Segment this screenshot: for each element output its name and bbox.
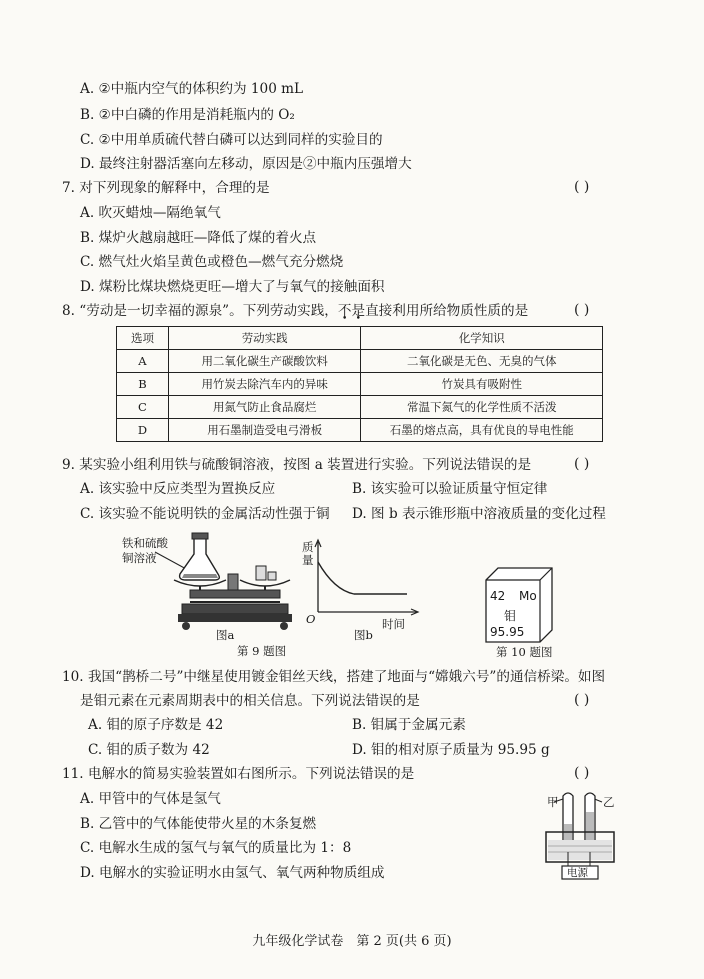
- fig11-label-right: 乙: [603, 795, 615, 809]
- balance-apparatus-illustration: [160, 530, 300, 635]
- q8-emphasis-2: 是: [351, 303, 366, 319]
- element-atomic-number: 42: [490, 589, 506, 603]
- table-row: [117, 373, 603, 396]
- q8-header-practice: 劳动实践: [168, 327, 361, 350]
- q9-option-c: C. 该实验不能说明铁的金属活动性强于铜: [80, 506, 330, 522]
- fig-a-caption: 图a: [216, 628, 235, 642]
- q8-header-knowledge: 化学知识: [361, 327, 603, 350]
- q9-answer-paren: ( ): [574, 456, 590, 472]
- q11-stem: 11. 电解水的简易实验装置如右图所示。下列说法错误的是: [62, 766, 415, 782]
- element-symbol: Mo: [519, 589, 537, 603]
- q10-answer-paren: ( ): [574, 692, 590, 708]
- q10-option-c: C. 钼的质子数为 42: [88, 742, 210, 758]
- q9-stem: 9. 某实验小组利用铁与硫酸铜溶液，按图 a 装置进行实验。下列说法错误的是: [62, 457, 532, 473]
- q10-option-a: A. 钼的原子序数是 42: [88, 717, 224, 733]
- fig-b-origin: O: [306, 612, 316, 626]
- table-row: [117, 396, 603, 419]
- q11-option-c: C. 电解水生成的氢气与氧气的质量比为 1：8: [80, 840, 352, 856]
- q8-stem-pre: 8. “劳动是一切幸福的源泉”。下列劳动实践，: [62, 303, 338, 319]
- fig-a-label-line1: 铁和硫酸: [122, 536, 168, 550]
- prev-option-d: D. 最终注射器活塞向左移动，原因是②中瓶内压强增大: [80, 156, 412, 172]
- q10-stem-line2: 是钼元素在元素周期表中的相关信息。下列说法错误的是: [80, 693, 420, 709]
- q11-answer-paren: ( ): [574, 765, 590, 781]
- q10-option-d: D. 钼的相对原子质量为 95.95 g: [352, 742, 550, 758]
- q8-table: [116, 326, 603, 442]
- fig-b-ylabel-2: 量: [302, 553, 314, 567]
- fig-b-ylabel-1: 质: [302, 540, 314, 554]
- table-cell: 用二氧化碳生产碳酸饮料: [168, 350, 361, 373]
- q8-stem: [62, 302, 528, 320]
- prev-option-b: B. ②中白磷的作用是消耗瓶内的 O₂: [80, 107, 295, 123]
- table-cell: 用氮气防止食品腐烂: [168, 396, 361, 419]
- q11-option-d: D. 电解水的实验证明水由氢气、氧气两种物质组成: [80, 865, 385, 881]
- q11-option-b: B. 乙管中的气体能使带火星的木条复燃: [80, 816, 317, 832]
- fig11-label-left: 甲: [547, 795, 559, 809]
- fig-b-xlabel: 时间: [382, 617, 405, 631]
- fig-b-caption: 图b: [354, 628, 373, 642]
- table-row: [117, 419, 603, 442]
- table-cell: 用竹炭去除汽车内的异味: [168, 373, 361, 396]
- q7-option-b: B. 煤炉火越扇越旺—降低了煤的着火点: [80, 230, 317, 246]
- q10-option-b: B. 钼属于金属元素: [352, 717, 466, 733]
- q8-emphasis-1: 不: [337, 303, 352, 319]
- q7-option-d: D. 煤粉比煤块燃烧更旺—增大了与氧气的接触面积: [80, 279, 385, 295]
- q8-table-header-row: [117, 327, 603, 350]
- page-footer: 九年级化学试卷 第 2 页(共 6 页): [252, 934, 452, 949]
- table-cell: 二氧化碳是无色、无臭的气体: [361, 350, 603, 373]
- prev-option-c: C. ②中用单质硫代替白磷可以达到同样的实验目的: [80, 132, 383, 148]
- table-cell: 常温下氮气的化学性质不活泼: [361, 396, 603, 419]
- q9-option-d: D. 图 b 表示锥形瓶中溶液质量的变化过程: [352, 506, 606, 522]
- q9-option-a: A. 该实验中反应类型为置换反应: [80, 481, 276, 497]
- table-cell: B: [117, 373, 169, 396]
- table-row: [117, 350, 603, 373]
- q7-option-a: A. 吹灭蜡烛—隔绝氧气: [80, 205, 221, 221]
- prev-option-a: A. ②中瓶内空气的体积约为 100 mL: [80, 81, 304, 97]
- table-cell: 竹炭具有吸附性: [361, 373, 603, 396]
- q10-stem-line1: 10. 我国“鹊桥二号”中继星使用镀金钼丝天线，搭建了地面与“嫦娥六号”的通信桥梁。如图: [62, 669, 606, 685]
- element-name: 钼: [504, 609, 517, 623]
- q7-stem: 7. 对下列现象的解释中，合理的是: [62, 180, 270, 196]
- q11-option-a: A. 甲管中的气体是氢气: [80, 791, 221, 807]
- fig-a-label-line2: 铜溶液: [122, 551, 157, 565]
- table-cell: 石墨的熔点高，具有优良的导电性能: [361, 419, 603, 442]
- q7-answer-paren: ( ): [574, 179, 590, 195]
- mass-time-graph: [312, 540, 422, 620]
- table-cell: A: [117, 350, 169, 373]
- fig11-power-label: 电源: [567, 867, 588, 879]
- q8-header-option: 选项: [117, 327, 169, 350]
- q8-answer-paren: ( ): [574, 302, 590, 318]
- q9-option-b: B. 该实验可以验证质量守恒定律: [352, 481, 548, 497]
- table-cell: 用石墨制造受电弓滑板: [168, 419, 361, 442]
- q10-figure-caption: 第 10 题图: [496, 645, 553, 659]
- element-mass: 95.95: [490, 625, 525, 639]
- q8-stem-post: 直接利用所给物质性质的是: [365, 303, 529, 319]
- q7-option-c: C. 燃气灶火焰呈黄色或橙色—燃气充分燃烧: [80, 254, 344, 270]
- table-cell: D: [117, 419, 169, 442]
- q9-figure-caption: 第 9 题图: [237, 644, 287, 658]
- table-cell: C: [117, 396, 169, 419]
